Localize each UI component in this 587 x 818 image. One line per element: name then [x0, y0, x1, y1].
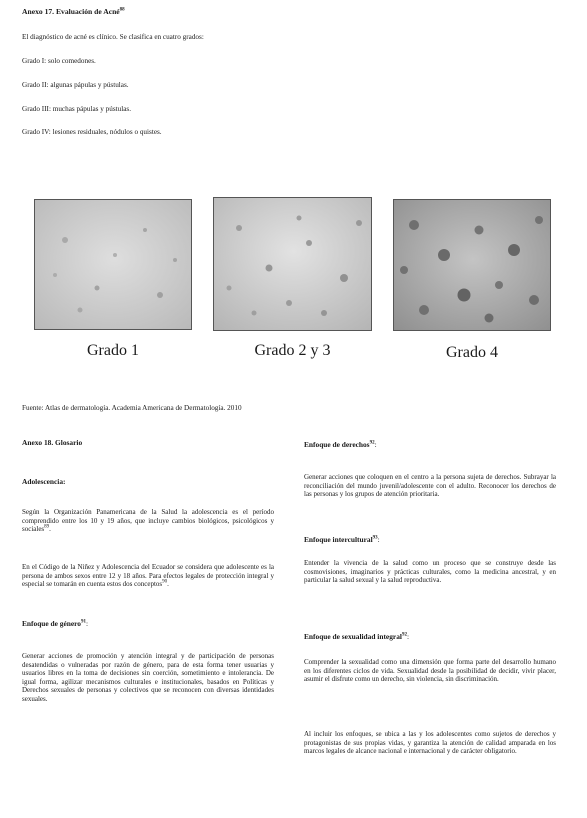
- reference-superscript: 91: [81, 619, 86, 625]
- skin-texture-grade-1: [35, 200, 192, 330]
- figure-source: Fuente: Atlas de dermatología. Academia Americana de Dermatología. 2010: [22, 404, 242, 412]
- grade-item: Grado I: solo comedones.: [22, 57, 96, 65]
- sexualidad-paragraph-2: Al incluir los enfoques, se ubica a las y los adolescentes como sujetos de derechos y protagonistas de sus propias vidas, y garantiza la atención de calidad amparada en los marcos legales de alcance nacional e internacional y de carácter obligatorio.: [304, 730, 556, 756]
- skin-texture-grade-2-3: [214, 198, 372, 331]
- adolescencia-paragraph-1: Según la Organización Panamericana de la Salud la adolescencia es el período comprendido entre los 10 y 19 años, que incluye cambios biológicos, psicológicos y sociales$^{89}$.: [22, 508, 274, 534]
- genero-paragraph: Generar acciones de promoción y atención integral y de participación de personas desatendidas o vulneradas por razón de género, para de esta forma tener usuarias y usuarios libres en la toma de decisiones sin coerción, sometimiento e intolerancia. De igual forma, agilizar mecanismos culturales e institucionales, basados en Políticas y Derechos sexuales de personas y colectivos que se reconocen con diversas identidades sexuales.: [22, 652, 274, 703]
- grade-item: Grado III: muchas pápulas y pústulas.: [22, 105, 131, 113]
- acne-photo-grade-2-3: [213, 197, 372, 331]
- reference-superscript: 90: [162, 579, 168, 585]
- acne-photo-grade-4: [393, 199, 551, 331]
- annex17-heading: Anexo 17. Evaluación de Acné$^{88}$: [22, 7, 125, 16]
- grade-item: Grado II: algunas pápulas y pústulas.: [22, 81, 129, 89]
- intercultural-title: Enfoque intercultural$^{93}$:: [304, 535, 380, 544]
- caption-grade-2-3: Grado 2 y 3: [254, 342, 331, 359]
- annex18-heading: Anexo 18. Glosario: [22, 438, 83, 447]
- grade-item: Grado IV: lesiones residuales, nódulos o quistes.: [22, 128, 162, 136]
- reference-superscript: 92: [369, 440, 375, 446]
- reference-superscript: 92: [401, 632, 407, 638]
- derechos-paragraph: Generar acciones que coloquen en el centro a la persona sujeta de derechos. Subrayar la reconciliación del mundo juvenil/adolescente con el adulto. Reconocer los derechos de las personas y los grupos de atención prioritaria.: [304, 473, 556, 499]
- adolescencia-paragraph-2: En el Código de la Niñez y Adolescencia del Ecuador se considera que adolescente es la persona de ambos sexos entre 12 y 18 años. Para efectos legales de protección integral y especial se tomarán en cuenta estos dos conceptos$^{90}$.: [22, 563, 274, 589]
- annex17-intro: El diagnóstico de acné es clínico. Se clasifica en cuatro grados:: [22, 33, 204, 41]
- derechos-title: Enfoque de derechos$^{92}$:: [304, 440, 377, 449]
- reference-superscript: 88: [119, 7, 125, 13]
- intercultural-paragraph: Entender la vivencia de la salud como un proceso que se construye desde las cosmovisiones, imaginarios y prácticas culturales, como la medicina ancestral, y en particular la salud sexual y la salud reproductiva.: [304, 559, 556, 585]
- reference-superscript: 93: [372, 535, 378, 541]
- sexualidad-paragraph-1: Comprender la sexualidad como una dimensión que forma parte del desarrollo humano en los diferentes ciclos de vida. Sexualidad desde la posibilidad de decidir, vivir placer, asumir el disfrute como un derecho, sin violencia, sin discriminación.: [304, 658, 556, 684]
- caption-grade-4: Grado 4: [446, 344, 498, 361]
- acne-photo-grade-1: [34, 199, 192, 330]
- skin-texture-grade-4: [394, 200, 551, 331]
- genero-title: Enfoque de género$^{91}$:: [22, 619, 89, 628]
- reference-superscript: 89: [44, 524, 50, 530]
- sexualidad-title: Enfoque de sexualidad integral$^{92}$:: [304, 632, 410, 641]
- adolescencia-title: Adolescencia:: [22, 477, 66, 486]
- caption-grade-1: Grado 1: [87, 342, 139, 359]
